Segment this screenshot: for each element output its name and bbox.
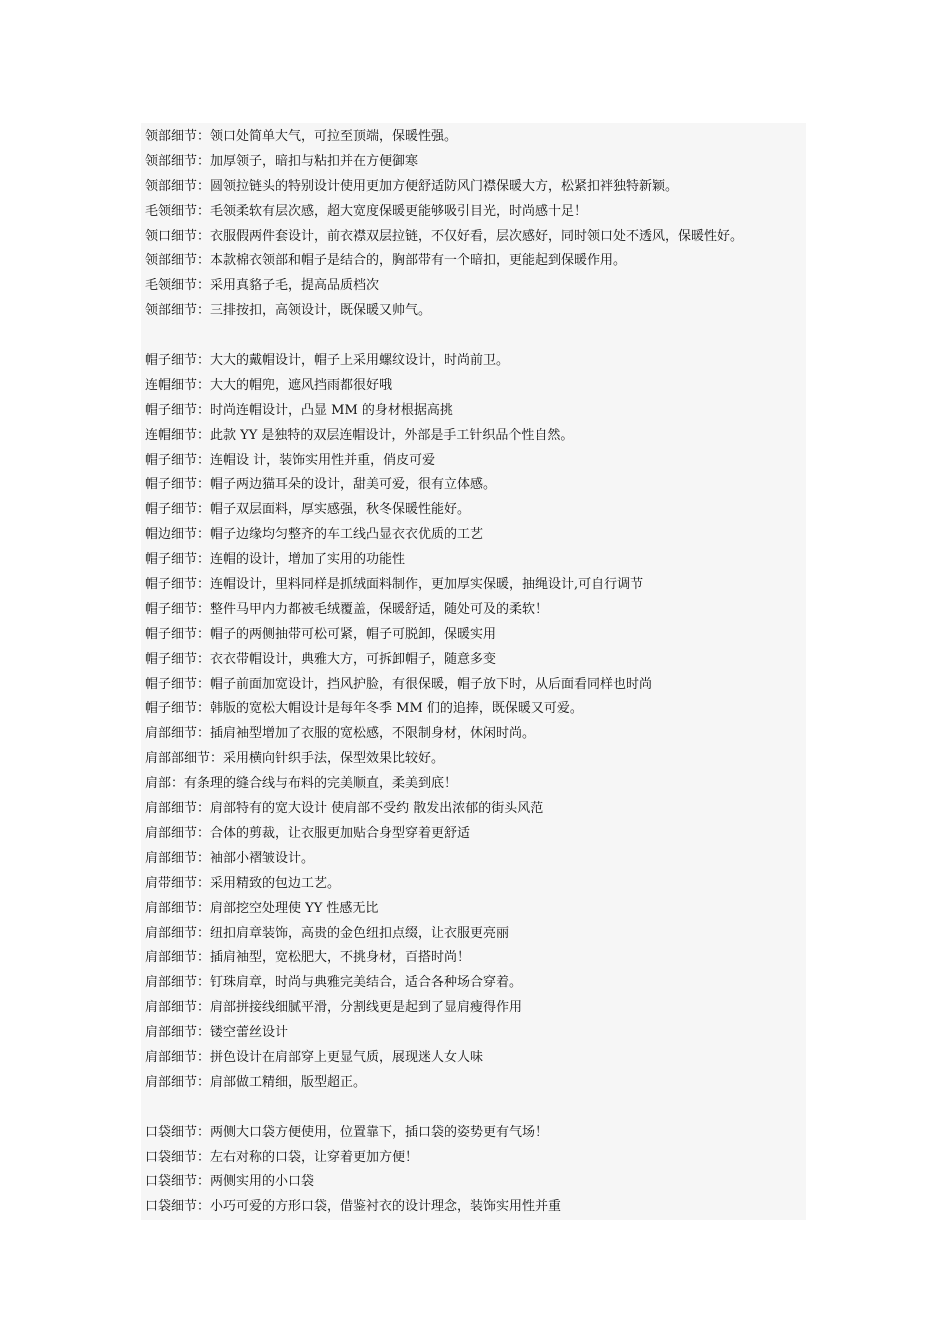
text-line: 口袋细节：小巧可爱的方形口袋，借鉴衬衣的设计理念，装饰实用性并重 xyxy=(145,1199,562,1215)
text-line: 帽子细节：帽子的两侧抽带可松可紧，帽子可脱卸，保暖实用 xyxy=(145,626,497,642)
text-line: 帽子细节：时尚连帽设计，凸显 MM 的身材根据高挑 xyxy=(145,402,453,418)
document-text-block xyxy=(141,123,806,1220)
text-line: 肩部部细节：采用横向针织手法，保型效果比较好。 xyxy=(145,751,445,767)
text-line: 帽子细节：连帽的设计，增加了实用的功能性 xyxy=(145,552,406,568)
text-line: 肩部：有条理的缝合线与布料的完美顺直，柔美到底！ xyxy=(145,776,458,792)
text-line: 帽子细节：韩版的宽松大帽设计是每年冬季 MM 们的追捧，既保暖又可爱。 xyxy=(145,701,583,717)
text-line: 毛领细节：毛领柔软有层次感，超大宽度保暖更能够吸引目光，时尚感十足！ xyxy=(145,203,588,219)
text-line: 帽子细节：帽子双层面料，厚实感强，秋冬保暖性能好。 xyxy=(145,502,471,518)
text-line: 领部细节：本款棉衣领部和帽子是结合的，胸部带有一个暗扣，更能起到保暖作用。 xyxy=(145,253,627,269)
section-spacer xyxy=(145,1096,806,1121)
text-line: 口袋细节：两侧实用的小口袋 xyxy=(145,1174,315,1190)
text-line: 连帽细节：此款 YY 是独特的双层连帽设计，外部是手工针织品个性自然。 xyxy=(145,427,574,443)
text-line: 帽子细节：大大的戴帽设计，帽子上采用螺纹设计，时尚前卫。 xyxy=(145,353,510,369)
text-line: 领部细节：圆领拉链头的特别设计使用更加方便舒适防风门襟保暖大方，松紧扣袢独特新颖。 xyxy=(145,178,679,194)
text-line: 领部细节：加厚领子，暗扣与粘扣并在方便御寒 xyxy=(145,153,419,169)
text-line: 领部细节：三排按扣，高领设计，既保暖又帅气。 xyxy=(145,303,432,319)
text-line: 肩部细节：钉珠肩章，时尚与典雅完美结合，适合各种场合穿着。 xyxy=(145,975,523,991)
text-line: 帽子细节：衣衣带帽设计，典雅大方，可拆卸帽子，随意多变 xyxy=(145,651,497,667)
text-line: 领口细节：衣服假两件套设计，前衣襟双层拉链，不仅好看，层次感好，同时领口处不透风，保暖性好。 xyxy=(145,228,744,244)
text-line: 肩部细节：拼色设计在肩部穿上更显气质，展现迷人女人味 xyxy=(145,1049,484,1065)
text-line: 帽子细节：整件马甲内力都被毛绒覆盖，保暖舒适，随处可及的柔软！ xyxy=(145,601,549,617)
text-line: 肩部细节：肩部挖空处理使 YY 性感无比 xyxy=(145,900,379,916)
text-line: 肩部细节：袖部小褶皱设计。 xyxy=(145,850,315,866)
text-line: 领部细节：领口处简单大气，可拉至顶端，保暖性强。 xyxy=(145,129,458,144)
text-line: 肩部细节：肩部拼接线细腻平滑，分割线更是起到了显肩瘦得作用 xyxy=(145,1000,523,1016)
text-line: 帽边细节：帽子边缘均匀整齐的车工线凸显衣衣优质的工艺 xyxy=(145,527,484,543)
text-line: 肩部细节：肩部做工精细，版型超正。 xyxy=(145,1074,367,1090)
text-line: 肩带细节：采用精致的包边工艺。 xyxy=(145,875,341,891)
text-line: 肩部细节：镂空蕾丝设计 xyxy=(145,1025,289,1041)
text-line: 帽子细节：连帽设 计，装饰实用性并重，俏皮可爱 xyxy=(145,452,436,468)
text-line: 肩部细节：插肩袖型，宽松肥大，不挑身材，百搭时尚！ xyxy=(145,950,471,966)
text-line: 口袋细节：左右对称的口袋，让穿着更加方便！ xyxy=(145,1149,419,1165)
text-line: 毛领细节：采用真貉子毛，提高品质档次 xyxy=(145,278,380,294)
text-line: 口袋细节：两侧大口袋方便使用，位置靠下，插口袋的姿势更有气场！ xyxy=(145,1124,549,1140)
text-line: 肩部细节：肩部特有的宽大设计 使肩部不受约 散发出浓郁的街头风范 xyxy=(145,801,544,817)
text-line: 肩部细节：纽扣肩章装饰，高贵的金色纽扣点缀，让衣服更亮丽 xyxy=(145,925,510,941)
text-line: 肩部细节：插肩袖型增加了衣服的宽松感，不限制身材，休闲时尚。 xyxy=(145,726,536,742)
section-spacer xyxy=(145,324,806,349)
text-line: 帽子细节：帽子前面加宽设计，挡风护脸，有很保暖，帽子放下时，从后面看同样也时尚 xyxy=(145,676,653,692)
text-line: 帽子细节：连帽设计，里料同样是抓绒面料制作，更加厚实保暖，抽绳设计,可自行调节 xyxy=(145,577,644,593)
text-line: 帽子细节：帽子两边猫耳朵的设计，甜美可爱，很有立体感。 xyxy=(145,477,497,493)
text-line: 连帽细节：大大的帽兜，遮风挡雨都很好哦 xyxy=(145,377,393,393)
text-line: 肩部细节：合体的剪裁，让衣服更加贴合身型穿着更舒适 xyxy=(145,825,471,841)
